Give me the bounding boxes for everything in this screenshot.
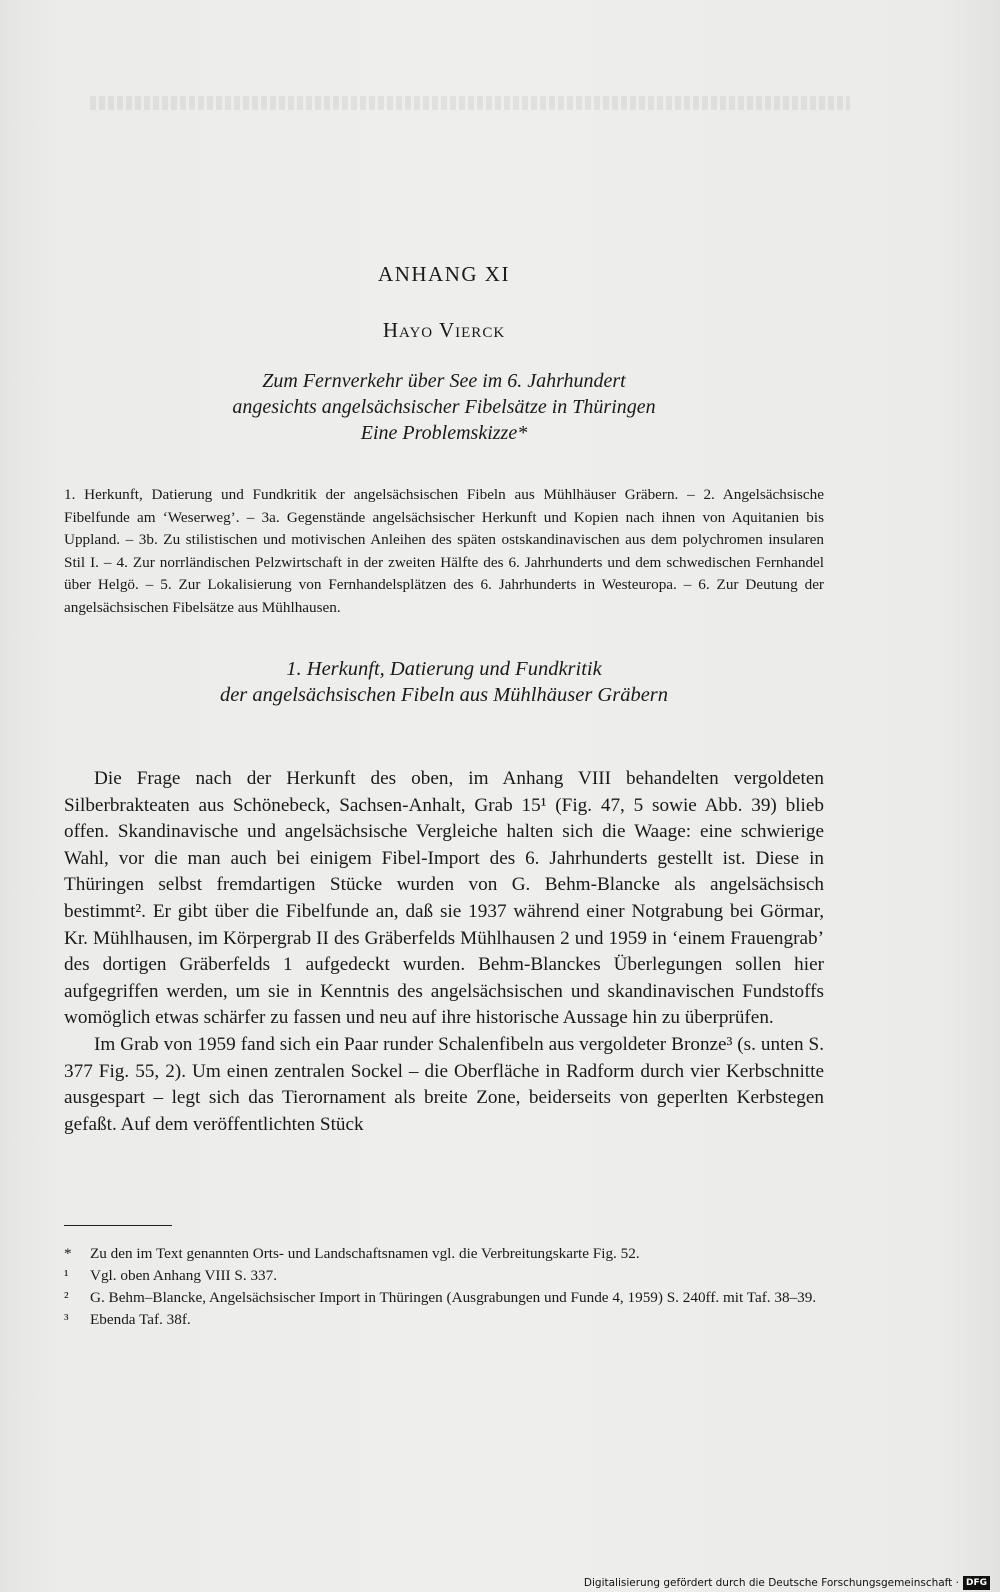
bleed-through-text <box>90 96 850 110</box>
footnote-mark: ³ <box>64 1311 69 1328</box>
section-heading-line: 1. Herkunft, Datierung und Fundkritik <box>286 658 602 680</box>
digitization-text: Digitalisierung gefördert durch die Deutsche Forschungsgemeinschaft · <box>583 1577 959 1589</box>
title-line: Eine Problemskizze* <box>360 422 528 444</box>
footnote-mark: * <box>64 1245 72 1262</box>
footnote <box>64 1243 824 1265</box>
appendix-heading: ANHANG XI <box>378 262 510 286</box>
footnote-text: Vgl. oben Anhang VIII S. 337. <box>90 1267 278 1284</box>
title-line: angesichts angelsächsischer Fibelsätze in Thüringen <box>232 396 656 418</box>
digitization-credit <box>584 1576 990 1590</box>
author-name: Hayo Vierck <box>382 318 506 342</box>
article-title <box>64 368 824 446</box>
table-of-contents: 1. Herkunft, Datierung und Fundkritik der angelsächsischen Fibeln aus Mühlhäuser Gräbern. – 2. Angelsächsische Fibelfunde am ‘Weserweg’. – 3a. Gegenstände angelsächsischer Herkunft und Kopien nach ihnen von Aquitanien bis Uppland. – 3b. Zu stilistischen und motivischen Anleihen des späten ostskandinavischen aus dem polychromen insularen Stil I. – 4. Zur norrländischen Pelzwirtschaft in der zweiten Hälfte des 6. Jahrhunderts und dem schwedischen Fernhandel über Helgö. – 5. Zur Lokalisierung von Fernhandelsplätzen des 6. Jahrhunderts in Westeuropa. – 6. Zur Deutung der angelsächsischen Fibelsätze aus Mühlhausen. <box>64 486 824 616</box>
footnote-rule <box>64 1225 172 1226</box>
footnote-mark: ² <box>64 1289 69 1306</box>
dfg-logo: DFG <box>963 1576 990 1590</box>
footnote-text: G. Behm–Blancke, Angelsächsischer Import in Thüringen (Ausgrabungen und Funde 4, 1959) S. 240ff. mit Taf. 38–39. <box>90 1289 817 1306</box>
footnote-mark: ¹ <box>64 1267 69 1284</box>
section-heading-line: der angelsächsischen Fibeln aus Mühlhäuser Gräbern <box>219 684 669 706</box>
footnote-text: Ebenda Taf. 38f. <box>90 1311 191 1328</box>
footnote <box>64 1265 824 1287</box>
footnote-text: Zu den im Text genannten Orts- und Landschaftsnamen vgl. die Verbreitungskarte Fig. 52. <box>90 1245 640 1262</box>
footnote <box>64 1287 824 1309</box>
body-text <box>64 766 824 1138</box>
body-paragraph: Im Grab von 1959 fand sich ein Paar runder Schalenfibeln aus vergoldeter Bronze³ (s. unten S. 377 Fig. 55, 2). Um einen zentralen Sockel – die Oberfläche in Radform durch vier Kerbschnitte ausgespart – legt sich das Tierornament als breite Zone, beiderseits von geperlten Kerbstegen gefaßt. Auf dem veröffentlichten Stück <box>64 1033 824 1135</box>
footnote <box>64 1309 824 1331</box>
footnotes <box>64 1243 824 1331</box>
body-paragraph: Die Frage nach der Herkunft des oben, im Anhang VIII behandelten vergoldeten Silberbrakteaten aus Schönebeck, Sachsen-Anhalt, Grab 15¹ (Fig. 47, 5 sowie Abb. 39) blieb offen. Skandinavische und angelsächsische Vergleiche halten sich die Waage: eine schwierige Wahl, vor die man auch bei einigem Fibel-Import des 6. Jahrhunderts gestellt ist. Diese in Thüringen selbst fremdartigen Stücke wurden von G. Behm-Blancke als angelsächsisch bestimmt². Er gibt über die Fibelfunde an, daß sie 1937 während einer Notgrabung bei Görmar, Kr. Mühlhausen, im Körpergrab II des Gräberfelds Mühlhausen 2 und 1959 in ‘einem Frauengrab’ des dortigen Gräberfelds 1 aufgedeckt wurden. Behm-Blanckes Überlegungen sollen hier aufgegriffen werden, um sie in Kenntnis des angelsächsischen und skandinavischen Fundstoffs womöglich etwas schärfer zu fassen und neu auf ihre historische Aussage hin zu überprüfen. <box>64 768 824 1029</box>
section-heading <box>64 656 824 708</box>
title-line: Zum Fernverkehr über See im 6. Jahrhundert <box>262 370 626 392</box>
